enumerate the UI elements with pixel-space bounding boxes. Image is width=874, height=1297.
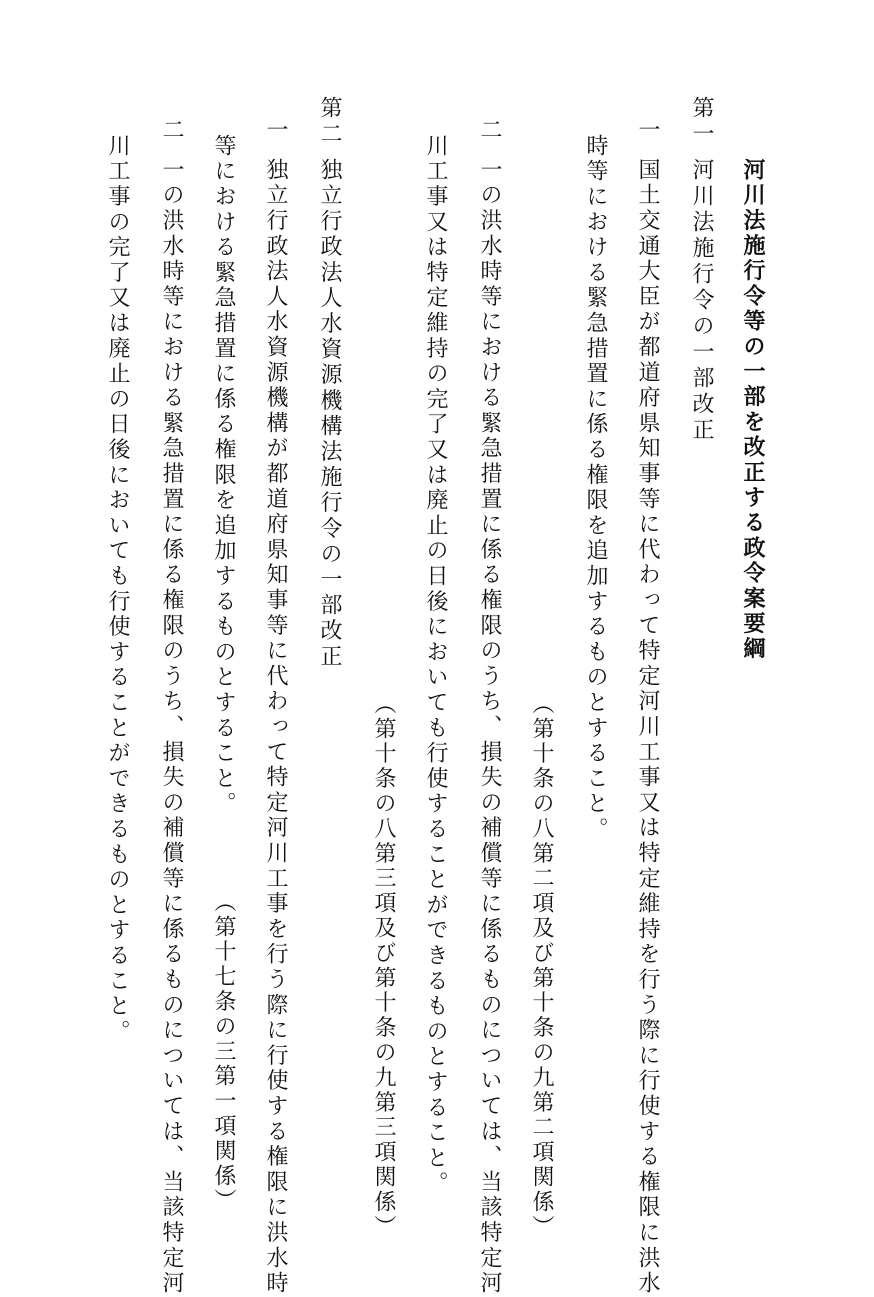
item-text-line: 一の洪水時等における緊急措置に係る権限のうち、損失の補償等に係るものについては、当該特定河 — [477, 158, 502, 1297]
item-number: 二 — [159, 118, 184, 144]
item-number: 一 — [635, 118, 660, 144]
section-heading: 第一 — [689, 96, 714, 148]
item-text-line: 等における緊急措置に係る権限を追加するものとすること。 — [211, 134, 236, 818]
item-number: 二 — [477, 118, 502, 144]
item-text-line: 川工事の完了又は廃止の日後においても行使することができるものとすること。 — [105, 134, 130, 1045]
item-number: 一 — [263, 118, 288, 144]
item-text-line: 時等における緊急措置に係る権限を追加するものとすること。 — [583, 134, 608, 843]
section-title: 独立行政法人水資源機構法施行令の一部改正 — [317, 158, 342, 670]
item-text-line: 国土交通大臣が都道府県知事等に代わって特定河川工事又は特定維持を行う際に行使する権限に洪水 — [635, 158, 660, 1297]
item-reference: （第十条の八第三項及び第十条の九第三項関係） — [371, 692, 396, 1240]
document-title: 河川法施行令等の一部を改正する政令案要綱 — [740, 158, 766, 662]
item-text-line: 独立行政法人水資源機構が都道府県知事等に代わって特定河川工事を行う際に行使する権限に洪水時 — [263, 158, 288, 1297]
item-reference: （第十条の八第二項及び第十条の九第二項関係） — [529, 692, 554, 1240]
item-reference: （第十七条の三第一項関係） — [211, 890, 236, 1214]
item-text-line: 川工事又は特定維持の完了又は廃止の日後においても行使することができるものとすること。 — [423, 134, 448, 1197]
section-heading: 第二 — [317, 96, 342, 148]
section-title: 河川法施行令の一部改正 — [689, 158, 714, 444]
item-text-line: 一の洪水時等における緊急措置に係る権限のうち、損失の補償等に係るものについては、当該特定河 — [159, 158, 184, 1297]
